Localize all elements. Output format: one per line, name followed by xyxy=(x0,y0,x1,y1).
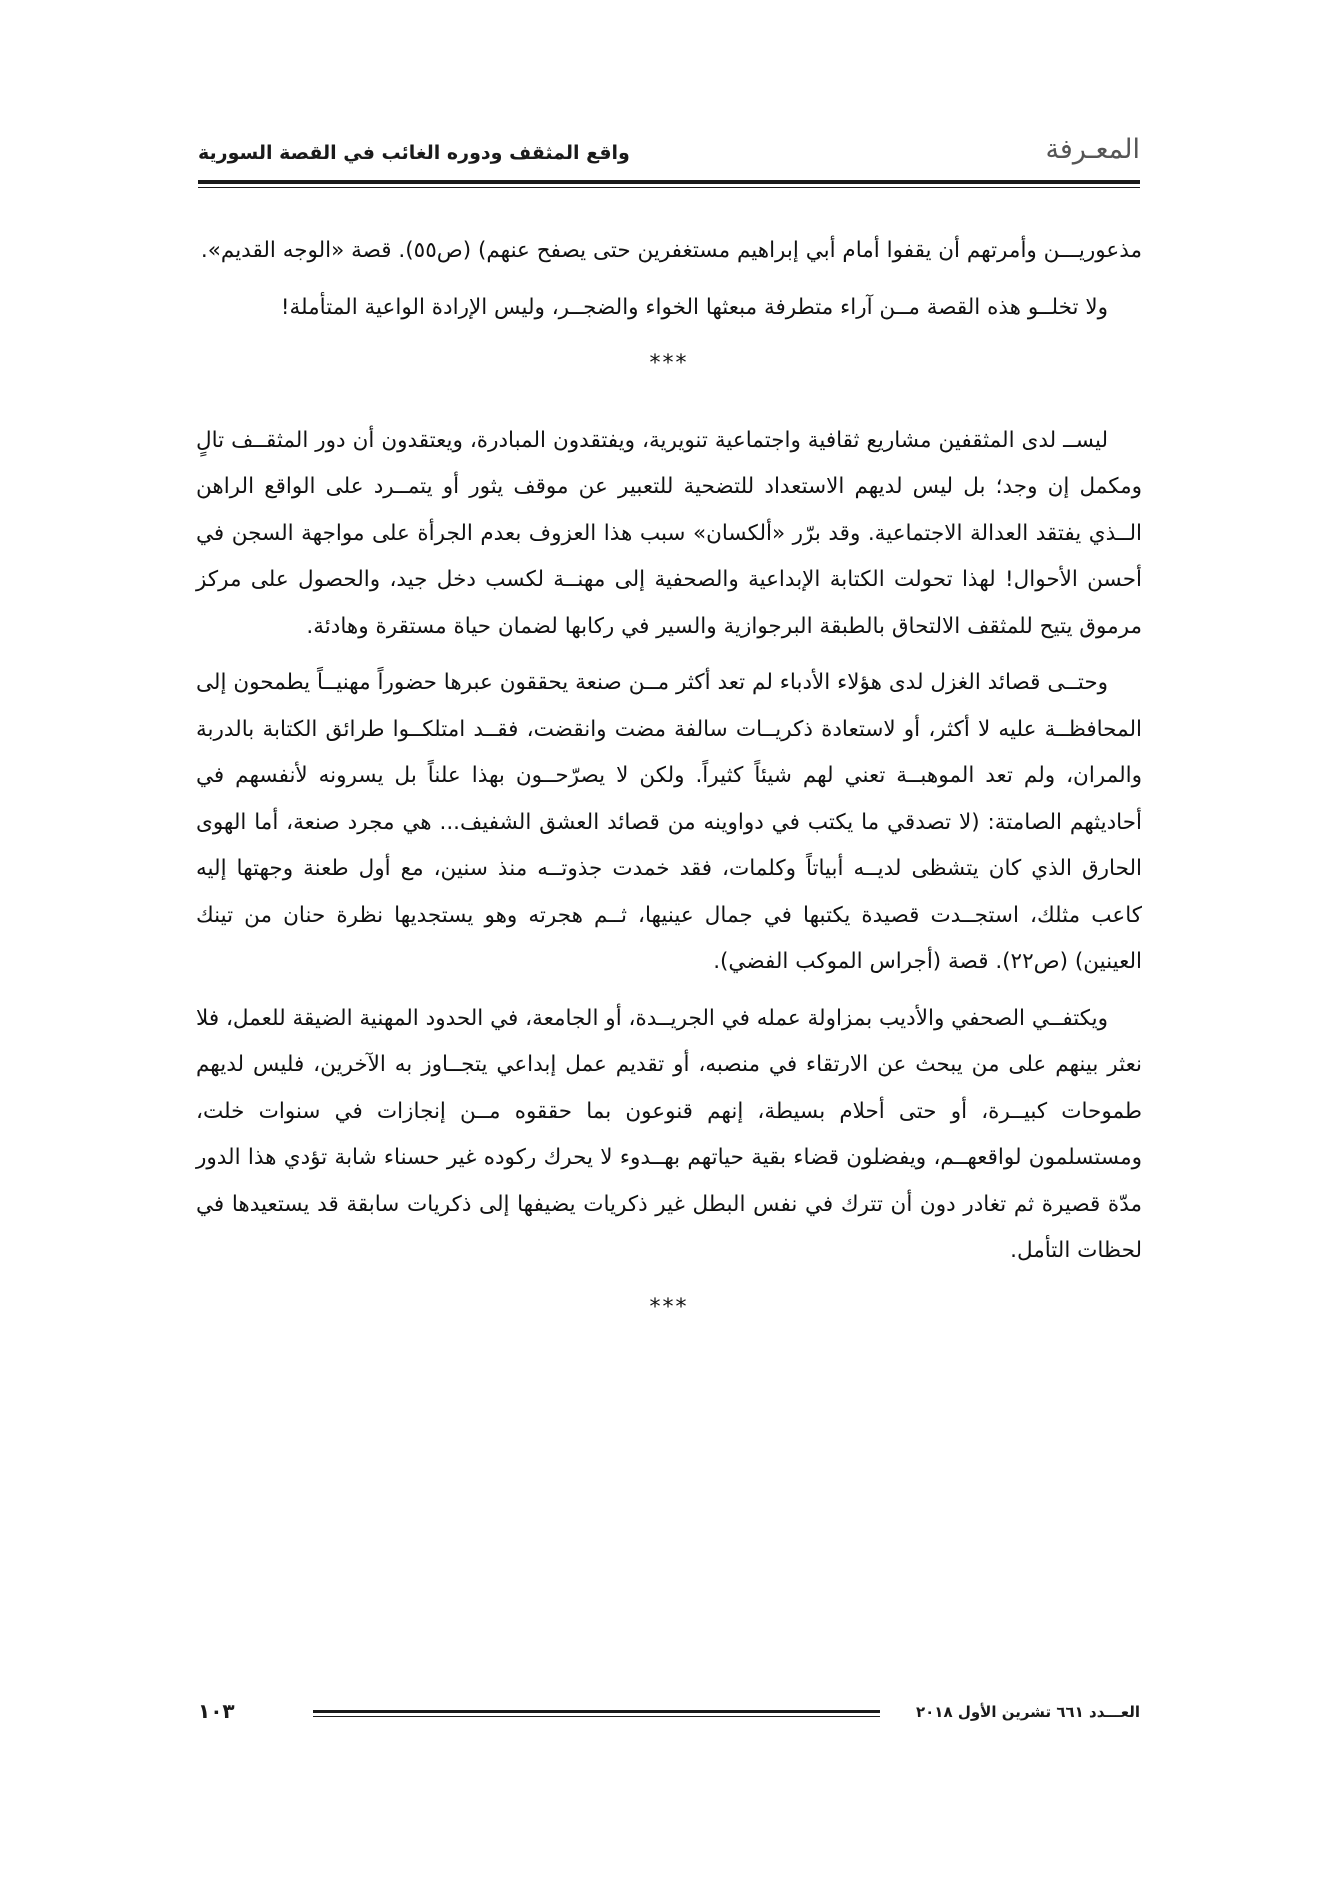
running-header xyxy=(198,120,1140,180)
issue-info: العـــدد ٦٦١ تشرين الأول ٢٠١٨ xyxy=(916,1703,1140,1721)
section-separator: *** xyxy=(649,351,689,376)
paragraph: وحتــى قصائد الغزل لدى هؤلاء الأدباء لم تعد أكثر مــن صنعة يحققون عبرها حضوراً مهنيــاً يطمحون إلى المحافظــة عليه لا أكثر، أو لاستعادة ذكريــات سالفة مضت وانقضت، فقــد امتلكــوا طرائق الكتابة بالدربة والمران، ولم تعد الموهبــة تعني لهم شيئاً كثيراً. ولكن لا يصرّحــون بهذا علناً بل يسرونه لأنفسهم في أحاديثهم الصامتة: (لا تصدقي ما يكتب في دواوينه من قصائد العشق الشفيف... هي مجرد صنعة، أما الهوى الحارق الذي كان يتشظى لديــه أبياتاً وكلمات، فقد خمدت جذوتــه منذ سنين، مع أول طعنة وجهتها إليه كاعب مثلك، استجــدت قصيدة يكتبها في جمال عينيها، ثــم هجرته وهو يستجديها نظرة حنان من تينك العينين) (ص٢٢). قصة (أجراس الموكب الفضي). xyxy=(196,670,1142,974)
paragraph-continuation: مذعوريـــن وأمرتهم أن يقفوا أمام أبي إبراهيم مستغفرين حتى يصفح عنهم) (ص٥٥). قصة «الوجه القديم». xyxy=(200,238,1142,263)
section-separator: *** xyxy=(649,1294,689,1320)
footer-divider-thin xyxy=(313,1716,880,1717)
footer-divider xyxy=(313,1710,880,1713)
article-body xyxy=(196,228,1142,1361)
article-title: واقع المثقف ودوره الغائب في القصة السورية xyxy=(198,142,630,164)
header-divider xyxy=(198,180,1140,184)
header-divider-thin xyxy=(198,187,1140,188)
page-footer xyxy=(198,1699,1140,1733)
paragraph: ولا تخلــو هذه القصة مــن آراء متطرفة مبعثها الخواء والضجــر، وليس الإرادة الواعية المتأملة! xyxy=(280,294,1108,320)
paragraph: ويكتفــي الصحفي والأديب بمزاولة عمله في الجريــدة، أو الجامعة، في الحدود المهنية الضيقة للعمل، فلا نعثر بينهم على من يبحث عن الارتقاء في منصبه، أو تقديم عمل إبداعي يتجــاوز به الآخرين، فليس لديهم طموحات كبيــرة، أو حتى أحلام بسيطة، إنهم قنوعون بما حققوه مــن إنجازات في سنوات خلت، ومستسلمون لواقعهــم، ويفضلون قضاء بقية حياتهم بهــدوء لا يحرك ركوده غير حسناء شابة تؤدي هذا الدور مدّة قصيرة ثم تغادر دون أن تترك في نفس البطل غير ذكريات يضيفها إلى ذكريات سابقة قد يستعيدها في لحظات التأمل. xyxy=(196,1005,1142,1263)
paragraph: ليســ لدى المثقفين مشاريع ثقافية واجتماعية تنويرية، ويفتقدون المبادرة، ويعتقدون أن دور المثقــف تالٍ ومكمل إن وجد؛ بل ليس لديهم الاستعداد للتضحية للتعبير عن موقف يثور أو يتمــرد على الواقع الراهن الــذي يفتقد العدالة الاجتماعية. وقد برّر «ألكسان» سبب هذا العزوف بعدم الجرأة على مواجهة السجن في أحسن الأحوال! لهذا تحولت الكتابة الإبداعية والصحفية إلى مهنــة لكسب دخل جيد، والحصول على مركز مرموق يتيح للمثقف الالتحاق بالطبقة البرجوازية والسير في ركابها لضمان حياة مستقرة وهادئة. xyxy=(196,427,1142,639)
page-number: ١٠٣ xyxy=(198,1699,235,1723)
journal-logo: المعـرفة xyxy=(1045,134,1140,165)
